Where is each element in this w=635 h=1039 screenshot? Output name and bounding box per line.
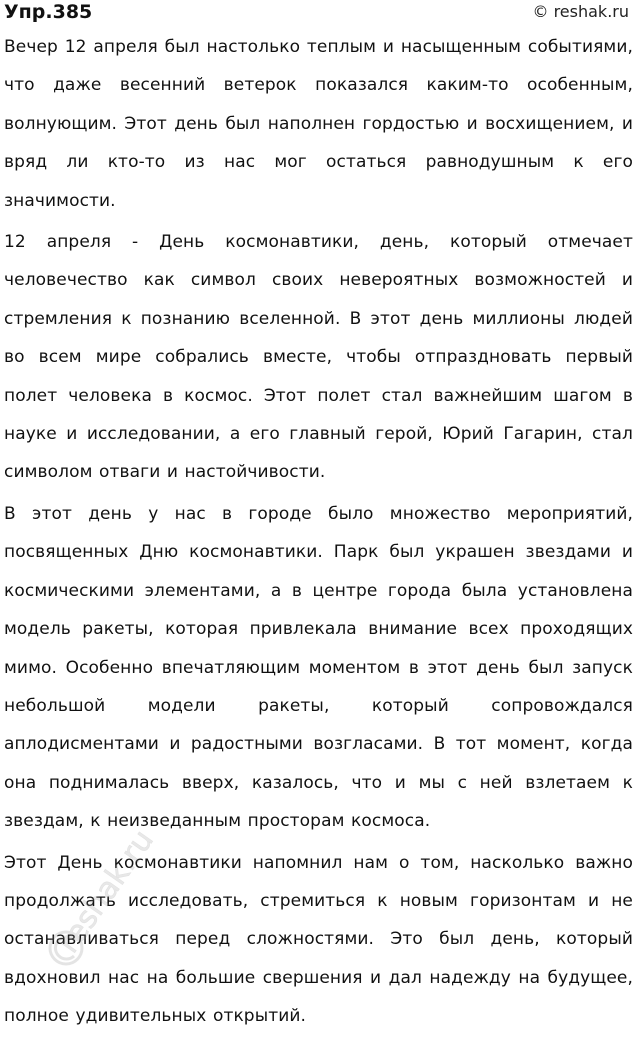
exercise-title: Упр.385 bbox=[4, 1, 93, 23]
document-body bbox=[4, 28, 633, 1039]
svg-text:reshak.ru: reshak.ru bbox=[51, 823, 161, 960]
paragraph-3: В этот день у нас в городе было множество мероприятий, посвященных Дню космонавтики. Парк был украшен звездами и космическими элементами, а в центре города была установлена модель ракеты, которая привлекала внимание всех проходящих мимо. Особенно впечатляющим моментом в этот день был запуск небольшой модели ракеты, который сопровождался аплодисментами и радостными возгласами. В тот момент, когда она поднималась вверх, казалось, что и мы с ней взлетаем к звездам, к неизведанным просторам космоса. bbox=[4, 503, 633, 832]
page-header bbox=[0, 0, 635, 26]
paragraph-2: 12 апреля - День космонавтики, день, который отмечает человечество как символ своих невероятных возможностей и стремления к познанию вселенной. В этот день миллионы людей во всем мире собрались вместе, чтобы отпраздновать первый полет человека в космос. Этот полет стал важнейшим шагом в науке и исследовании, а его главный герой, Юрий Гагарин, стал символом отваги и настойчивости. bbox=[4, 232, 633, 483]
site-credit: © reshak.ru bbox=[532, 2, 629, 21]
paragraph-1: Вечер 12 апреля был настолько теплым и насыщенным событиями, что даже весенний ветерок показался каким-то особенным, волнующим. Этот день был наполнен гордостью и восхищением, и вряд ли кто-то из нас мог остаться равнодушным к его значимости. bbox=[4, 37, 633, 211]
paragraph-4: Этот День космонавтики напомнил нам о том, насколько важно продолжать исследовать, стремиться к новым горизонтам и не останавливаться перед сложностями. Это был день, который вдохновил нас на большие свершения и дал надежду на будущее, полное удивительных открытий. bbox=[4, 852, 633, 1027]
